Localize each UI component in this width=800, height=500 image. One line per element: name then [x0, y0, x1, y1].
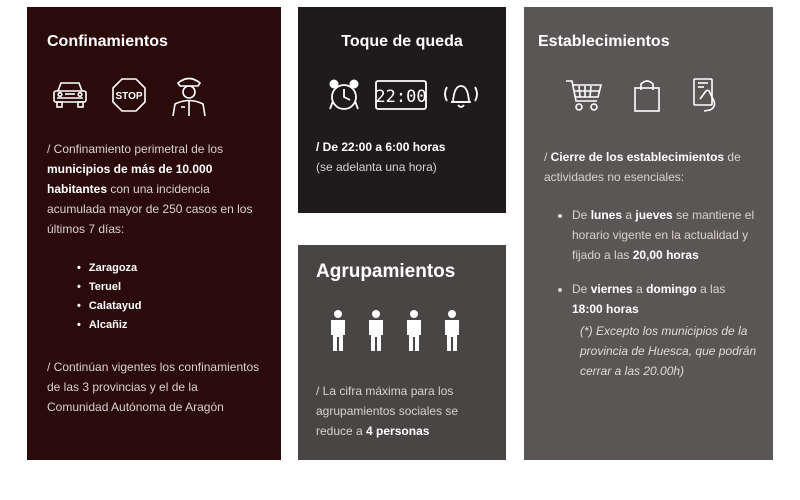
toque-icons — [320, 75, 488, 115]
stop-sign-text: STOP — [115, 91, 143, 102]
agrupamientos-text-pre: / La cifra máxima para los agrupamientos sociales se reduce a — [316, 384, 459, 438]
confinamientos-panel — [27, 7, 281, 460]
person-icon — [404, 309, 424, 353]
toque-text-rest: (se adelanta una hora) — [316, 160, 437, 174]
agrupamientos-text — [316, 381, 488, 441]
agrupamientos-panel — [298, 245, 506, 460]
shopping-bag-icon — [632, 77, 662, 113]
horario-item-bold: lunes — [590, 208, 623, 222]
person-icon — [366, 309, 386, 353]
toque-text-bold: / De 22:00 a 6:00 horas — [316, 140, 446, 154]
establecimientos-text-pre: / — [544, 150, 551, 164]
horario-item-bold: 20,00 horas — [632, 248, 699, 262]
confinamientos-text-post: con una incidencia acumulada mayor de 250 casos en los últimos 7 días: — [47, 182, 253, 236]
city-item: • Alcañiz — [77, 316, 261, 335]
toque-panel — [298, 7, 506, 213]
bell-icon — [440, 78, 482, 112]
digital-clock-icon — [374, 79, 428, 111]
establecimientos-text — [538, 147, 759, 187]
confinamientos-text-bold: municipios de más de 10.000 habitantes — [47, 162, 213, 196]
huesca-note: (*) Excepto los municipios de la provincia de Huesca, que podrán cerrar a las 20.00h) — [580, 324, 757, 378]
city-item: • Calatayud — [77, 297, 261, 316]
agrupamientos-icons — [328, 307, 488, 355]
confinamientos-icons — [51, 73, 261, 117]
toque-title: Toque de queda — [341, 33, 463, 50]
confinamientos-text — [47, 139, 261, 239]
horario-item-text: a — [622, 208, 636, 222]
confinamientos-title: Confinamientos — [47, 33, 168, 50]
horario-item-text: De — [572, 282, 591, 296]
person-icon — [328, 309, 348, 353]
police-officer-icon — [169, 73, 209, 117]
establecimientos-panel — [524, 7, 773, 460]
horario-item-bold: viernes — [590, 282, 633, 296]
establecimientos-text-post: de actividades no esenciales: — [544, 150, 741, 184]
toque-text — [316, 137, 488, 177]
horario-item-text: De — [572, 208, 591, 222]
digital-clock-text: 22:00 — [375, 87, 427, 107]
agrupamientos-title: Agrupamientos — [316, 261, 456, 282]
confinamientos-text-pre: / Confinamiento perimetral de los — [47, 142, 224, 156]
horario-item-text: a — [632, 282, 647, 296]
horario-item-weekend — [572, 279, 759, 319]
horario-item-bold: jueves — [635, 208, 673, 222]
car-icon — [51, 79, 89, 111]
stop-sign-icon — [111, 77, 147, 113]
horario-item-text: a las — [696, 282, 726, 296]
confinamientos-text-2: / Continúan vigentes los confinamientos de las 3 provincias y el de la Comunidad Autónoma de Aragón — [47, 360, 260, 414]
agrupamientos-text-bold: 4 personas — [366, 424, 430, 438]
card-payment-icon — [690, 77, 720, 113]
alarm-clock-icon — [326, 77, 362, 113]
horario-item-bold: domingo — [646, 282, 697, 296]
horario-item-bold: 18:00 horas — [572, 302, 639, 316]
shopping-cart-icon — [564, 77, 604, 113]
city-item: • Zaragoza — [77, 259, 261, 278]
establecimientos-title: Establecimientos — [538, 33, 670, 50]
city-item: • Teruel — [77, 278, 261, 297]
horario-item-weekday — [572, 205, 759, 265]
establecimientos-icons — [564, 73, 759, 117]
horario-item-text: se mantiene el horario vigente en la actualidad y fijado a las — [572, 208, 755, 262]
establecimientos-text-bold: Cierre de los establecimientos — [550, 150, 725, 164]
horario-list — [538, 205, 759, 319]
cities-list — [77, 259, 261, 335]
person-icon — [442, 309, 462, 353]
